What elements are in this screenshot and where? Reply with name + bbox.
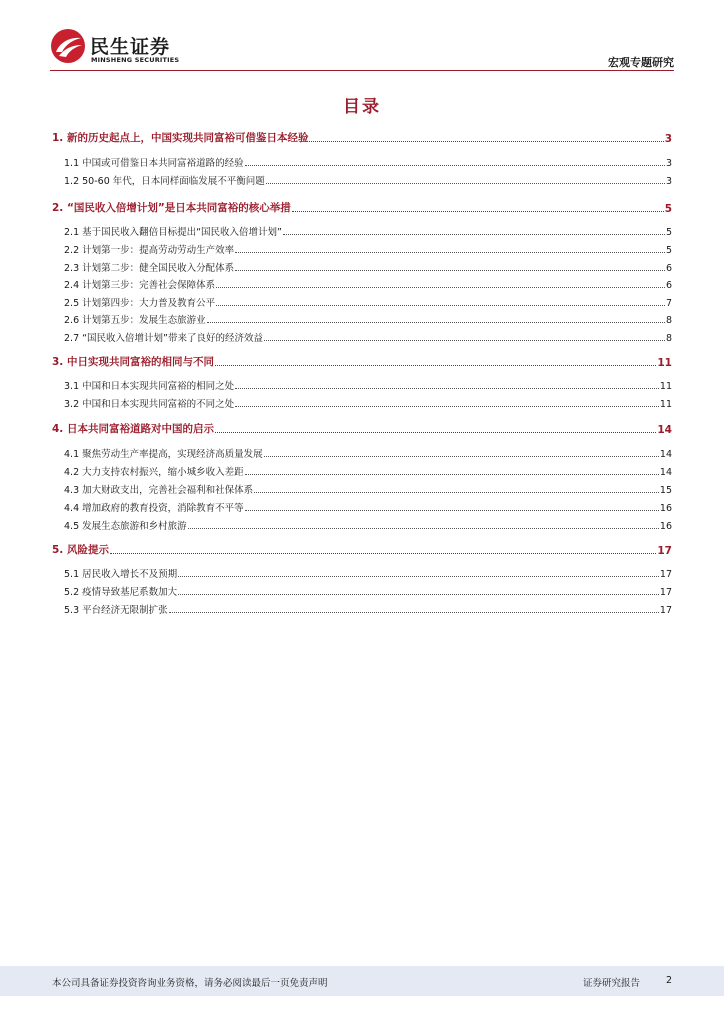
toc-subsection-entry[interactable]: [64, 260, 672, 274]
toc-section-entry[interactable]: [52, 130, 672, 145]
toc-entry-label: 2.5 计划第四步：大力普及教育公平: [64, 298, 216, 309]
toc-entry-page: 14: [659, 467, 672, 478]
toc-entry-label: 2. “国民收入倍增计划”是日本共同富裕的核心举措: [52, 202, 291, 214]
toc-subsection-entry[interactable]: [64, 396, 672, 410]
toc-subsection-entry[interactable]: [64, 482, 672, 496]
toc-entry-label: 5. 风险提示: [52, 544, 109, 556]
toc-entry-label: 1.1 中国或可借鉴日本共同富裕道路的经验: [64, 158, 244, 169]
toc-entry-page: 3: [664, 133, 672, 145]
report-type-label: 宏观专题研究: [608, 56, 674, 69]
toc-leader-dots: [254, 492, 659, 493]
toc-entry-label: 5.2 疫情导致基尼系数加大: [64, 587, 178, 598]
page-header: [50, 26, 674, 70]
footer-page-number: 2: [666, 975, 673, 986]
toc-subsection-entry[interactable]: [64, 242, 672, 256]
toc-entry-label: 2.1 基于国民收入翻倍目标提出“国民收入倍增计划”: [64, 227, 282, 238]
footer-disclaimer: 本公司具备证券投资咨询业务资格，请务必阅读最后一页免责声明: [52, 978, 328, 989]
toc-entry-label: 2.7 “国民收入倍增计划”带来了良好的经济效益: [64, 333, 263, 344]
toc-leader-dots: [216, 305, 665, 306]
toc-leader-dots: [245, 474, 659, 475]
toc-entry-label: 1. 新的历史起点上，中国实现共同富裕可借鉴日本经验: [52, 132, 309, 144]
toc-leader-dots: [235, 252, 665, 253]
toc-entry-page: 5: [664, 203, 672, 215]
toc-entry-page: 8: [665, 315, 672, 326]
toc-entry-page: 6: [665, 263, 672, 274]
toc-entry-page: 11: [657, 357, 672, 369]
toc-entry-label: 2.4 计划第三步：完善社会保障体系: [64, 280, 216, 291]
toc-subsection-entry[interactable]: [64, 330, 672, 344]
toc-leader-dots: [178, 594, 659, 595]
toc-entry-page: 17: [659, 587, 672, 598]
toc-leader-dots: [110, 553, 656, 554]
toc-entry-label: 5.3 平台经济无限制扩张: [64, 605, 168, 616]
toc-subsection-entry[interactable]: [64, 295, 672, 309]
toc-entry-page: 6: [665, 280, 672, 291]
toc-leader-dots: [215, 365, 656, 366]
toc-entry-label: 2.2 计划第一步：提高劳动劳动生产效率: [64, 245, 235, 256]
toc-section-entry[interactable]: [52, 200, 672, 215]
company-logo: [50, 26, 250, 70]
toc-leader-dots: [283, 234, 665, 235]
toc-leader-dots: [245, 165, 665, 166]
footer-document-type: 证券研究报告: [583, 978, 641, 989]
toc-entry-label: 4. 日本共同富裕道路对中国的启示: [52, 423, 214, 435]
toc-subsection-entry[interactable]: [64, 446, 672, 460]
toc-entry-page: 7: [665, 298, 672, 309]
toc-entry-page: 17: [657, 545, 672, 557]
toc-subsection-entry[interactable]: [64, 584, 672, 598]
toc-entry-page: 16: [659, 521, 672, 532]
toc-entry-page: 3: [665, 158, 672, 169]
toc-subsection-entry[interactable]: [64, 155, 672, 169]
toc-entry-label: 3.1 中国和日本实现共同富裕的相同之处: [64, 381, 235, 392]
toc-leader-dots: [245, 510, 659, 511]
toc-leader-dots: [207, 322, 665, 323]
toc-entry-label: 5.1 居民收入增长不及预期: [64, 569, 178, 580]
toc-subsection-entry[interactable]: [64, 464, 672, 478]
logo-english-name: MINSHENG SECURITIES: [91, 56, 180, 64]
minsheng-logo-icon: [50, 28, 86, 64]
toc-subsection-entry[interactable]: [64, 566, 672, 580]
toc-subsection-entry[interactable]: [64, 173, 672, 187]
toc-entry-label: 1.2 50-60 年代，日本同样面临发展不平衡问题: [64, 176, 265, 187]
toc-entry-page: 17: [659, 569, 672, 580]
toc-leader-dots: [264, 340, 665, 341]
toc-entry-page: 15: [659, 485, 672, 496]
toc-entry-page: 5: [665, 227, 672, 238]
toc-entry-label: 3. 中日实现共同富裕的相同与不同: [52, 356, 214, 368]
toc-entry-page: 11: [659, 399, 672, 410]
toc-entry-label: 4.3 加大财政支出，完善社会福利和社保体系: [64, 485, 254, 496]
toc-subsection-entry[interactable]: [64, 312, 672, 326]
toc-entry-label: 2.6 计划第五步：发展生态旅游业: [64, 315, 206, 326]
toc-entry-page: 3: [665, 176, 672, 187]
toc-section-entry[interactable]: [52, 421, 672, 436]
toc-leader-dots: [264, 456, 659, 457]
header-divider: [50, 70, 674, 71]
toc-entry-label: 4.5 发展生态旅游和乡村旅游: [64, 521, 187, 532]
toc-title: 目录: [343, 97, 381, 117]
toc-subsection-entry[interactable]: [64, 277, 672, 291]
toc-section-entry[interactable]: [52, 542, 672, 557]
toc-leader-dots: [188, 528, 659, 529]
toc-entry-label: 3.2 中国和日本实现共同富裕的不同之处: [64, 399, 235, 410]
toc-leader-dots: [266, 183, 665, 184]
toc-entry-page: 17: [659, 605, 672, 616]
toc-entry-page: 8: [665, 333, 672, 344]
toc-leader-dots: [309, 141, 663, 142]
toc-leader-dots: [292, 211, 664, 212]
toc-entry-label: 2.3 计划第二步：健全国民收入分配体系: [64, 263, 235, 274]
toc-leader-dots: [216, 287, 665, 288]
toc-leader-dots: [235, 388, 659, 389]
toc-leader-dots: [169, 612, 659, 613]
toc-leader-dots: [235, 270, 665, 271]
logo-chinese-name: 民生证券: [90, 36, 171, 58]
toc-entry-label: 4.2 大力支持农村振兴，缩小城乡收入差距: [64, 467, 244, 478]
toc-leader-dots: [215, 432, 656, 433]
toc-subsection-entry[interactable]: [64, 500, 672, 514]
toc-entry-page: 14: [659, 449, 672, 460]
toc-subsection-entry[interactable]: [64, 518, 672, 532]
toc-entry-page: 5: [665, 245, 672, 256]
toc-subsection-entry[interactable]: [64, 378, 672, 392]
toc-leader-dots: [178, 576, 659, 577]
toc-subsection-entry[interactable]: [64, 602, 672, 616]
toc-subsection-entry[interactable]: [64, 224, 672, 238]
toc-entry-label: 4.4 增加政府的教育投资，消除教育不平等: [64, 503, 244, 514]
page-footer: [0, 966, 724, 996]
toc-entry-label: 4.1 聚焦劳动生产率提高，实现经济高质量发展: [64, 449, 263, 460]
toc-entry-page: 14: [657, 424, 672, 436]
toc-section-entry[interactable]: [52, 354, 672, 369]
toc-entry-page: 16: [659, 503, 672, 514]
toc-entry-page: 11: [659, 381, 672, 392]
toc-leader-dots: [235, 406, 659, 407]
